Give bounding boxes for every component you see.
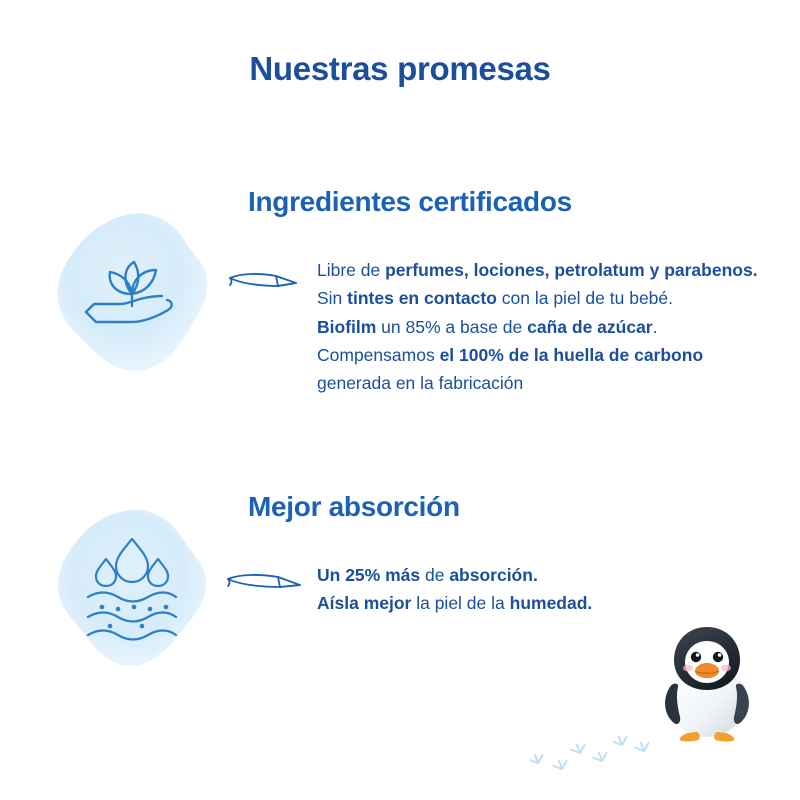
arrow-right-sketch-icon (222, 563, 302, 606)
penguin-footprints (530, 735, 670, 786)
body-line: Aísla mejor la piel de la humedad. (317, 593, 593, 614)
section-heading: Mejor absorción (248, 491, 460, 522)
body-line: Biofilm un 85% a base de caña de azúcar. (317, 316, 658, 337)
penguin-mascot (648, 613, 766, 748)
arrow-right-sketch-icon (226, 264, 300, 305)
body-line: Un 25% más de absorción. (317, 565, 538, 585)
page-title: Nuestras promesas (249, 50, 551, 87)
section-heading: Ingredientes certificados (248, 186, 572, 217)
section-body-text (317, 561, 777, 618)
body-line: Compensamos el 100% de la huella de carbono generada en la fabricación (317, 345, 704, 394)
body-line: Sin tintes en contacto con la piel de tu bebé. (317, 288, 674, 309)
hand-with-leaves-illustration (52, 208, 212, 388)
section-body-text (317, 256, 777, 398)
water-drops-absorption-illustration (52, 505, 212, 685)
body-line: Libre de perfumes, lociones, petrolatum y parabenos. (317, 260, 758, 280)
